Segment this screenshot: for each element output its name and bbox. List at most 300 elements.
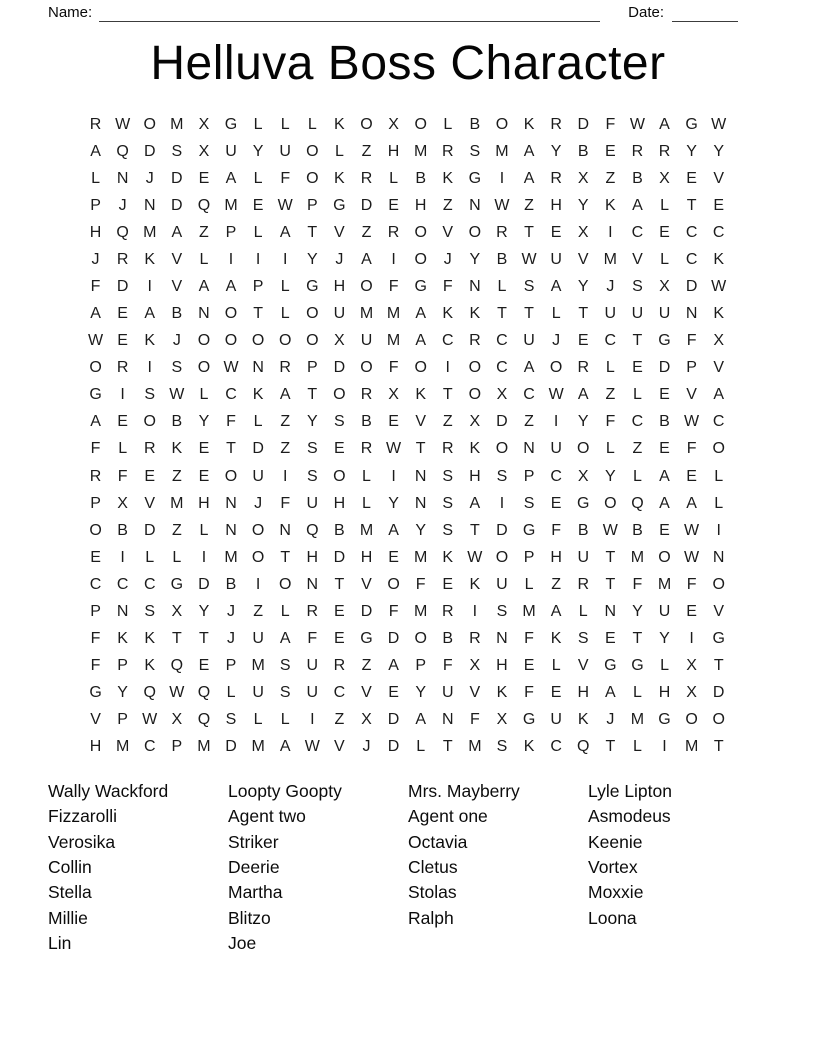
grid-letter: G (414, 278, 427, 295)
grid-letter: Q (170, 657, 184, 675)
grid-letter: A (279, 738, 291, 756)
grid-letter: H (360, 548, 373, 566)
grid-letter: W (142, 711, 158, 729)
grid-letter: Y (604, 467, 616, 485)
name-label: Name: (48, 4, 93, 21)
grid-letter: T (605, 738, 616, 756)
grid-letter: Z (442, 196, 453, 214)
grid-letter: O (306, 305, 319, 323)
grid-letter: T (253, 305, 263, 323)
grid-letter: O (414, 359, 427, 377)
grid-letter: I (255, 250, 261, 268)
grid-letter: L (551, 657, 561, 675)
grid-letter: Z (253, 602, 263, 620)
grid-letter: B (171, 305, 183, 323)
grid-letter: G (577, 494, 590, 512)
grid-letter: C (712, 413, 725, 431)
grid-letter: R (441, 142, 454, 160)
grid-letter: A (279, 223, 291, 241)
grid-letter: R (550, 169, 562, 187)
grid-letter: L (605, 359, 615, 377)
grid-letter: M (495, 142, 509, 160)
grid-letter: S (442, 467, 454, 485)
grid-letter: V (144, 494, 156, 512)
grid-letter: B (659, 413, 670, 431)
grid-letter: O (224, 332, 238, 350)
grid-letter: E (388, 684, 399, 702)
grid-letter: K (469, 575, 481, 593)
grid-letter: X (496, 711, 508, 729)
grid-letter: B (171, 413, 183, 431)
grid-letter: A (659, 467, 670, 485)
grid-letter: T (713, 738, 724, 756)
grid-letter: K (469, 440, 481, 458)
grid-letter: Q (116, 223, 129, 241)
grid-letter: V (361, 575, 372, 593)
grid-letter: U (252, 467, 264, 485)
grid-letter: E (442, 575, 454, 593)
grid-letter: W (169, 684, 185, 702)
grid-letter: I (662, 738, 667, 756)
grid-letter: L (416, 738, 426, 756)
grid-letter: W (711, 278, 727, 295)
grid-letter: Y (577, 278, 589, 295)
grid-letter: S (279, 657, 291, 675)
grid-letter: U (496, 575, 508, 593)
grid-letter: P (225, 223, 237, 241)
grid-letter: I (228, 250, 234, 268)
grid-letter: E (550, 494, 562, 512)
grid-letter: G (360, 630, 373, 648)
grid-letter: K (144, 250, 156, 268)
grid-letter: F (686, 332, 697, 350)
grid-letter: I (499, 494, 505, 512)
grid-letter: P (415, 657, 426, 675)
word-list-item: Martha (228, 882, 283, 903)
grid-letter: F (307, 630, 318, 648)
grid-letter: U (306, 657, 319, 675)
grid-letter: H (496, 657, 508, 675)
grid-letter: G (170, 575, 184, 593)
grid-letter: N (252, 359, 264, 377)
grid-letter: V (713, 602, 725, 620)
grid-letter: A (550, 602, 562, 620)
grid-letter: E (144, 467, 156, 485)
grid-letter: F (605, 115, 616, 133)
word-list-item: Agent one (408, 806, 488, 827)
grid-letter: S (334, 413, 345, 431)
grid-letter: M (224, 548, 238, 566)
grid-letter: H (658, 684, 671, 702)
grid-letter: L (714, 467, 724, 485)
grid-letter: Z (524, 413, 534, 431)
grid-letter: M (414, 142, 428, 160)
grid-letter: I (472, 602, 478, 620)
grid-letter: O (549, 359, 563, 377)
grid-letter: O (89, 521, 102, 539)
grid-letter: N (279, 521, 291, 539)
grid-letter: P (686, 359, 697, 377)
grid-letter: D (360, 196, 373, 214)
grid-letter: M (115, 738, 130, 756)
grid-letter: H (387, 142, 400, 160)
grid-letter: I (255, 575, 261, 593)
word-list-item: Loona (588, 907, 637, 928)
grid-letter: W (277, 196, 293, 214)
grid-letter: V (334, 738, 345, 756)
grid-letter: N (523, 440, 535, 458)
grid-letter: Z (361, 657, 372, 675)
grid-letter: B (442, 630, 454, 648)
grid-letter: V (361, 684, 372, 702)
grid-letter: L (362, 494, 371, 512)
grid-letter: C (225, 386, 237, 404)
grid-letter: X (577, 223, 589, 241)
grid-letter: S (577, 630, 589, 648)
grid-letter: N (469, 278, 481, 295)
grid-letter: F (280, 169, 291, 187)
grid-letter: A (279, 630, 291, 648)
grid-letter: G (89, 684, 102, 702)
grid-letter: K (577, 711, 589, 729)
grid-letter: T (605, 575, 616, 593)
grid-letter: N (712, 548, 725, 566)
word-list-item: Deerie (228, 857, 280, 878)
grid-letter: D (577, 115, 590, 133)
grid-letter: X (659, 169, 670, 187)
grid-letter: V (469, 684, 481, 702)
grid-letter: J (362, 738, 371, 756)
grid-letter: C (89, 575, 102, 593)
grid-letter: D (658, 359, 671, 377)
grid-letter: V (442, 223, 454, 241)
grid-letter: W (602, 521, 618, 539)
grid-letter: P (523, 467, 535, 485)
grid-letter: D (387, 738, 400, 756)
grid-letter: U (360, 332, 373, 350)
grid-letter: N (414, 467, 427, 485)
grid-letter: O (360, 278, 373, 295)
grid-letter: J (335, 250, 344, 268)
grid-letter: D (198, 575, 210, 593)
grid-letter: E (604, 142, 616, 160)
grid-letter: S (496, 467, 508, 485)
grid-letter: G (604, 657, 617, 675)
grid-letter: Y (659, 630, 670, 648)
grid-letter: E (117, 413, 128, 431)
grid-letter: K (550, 630, 562, 648)
grid-letter: R (469, 332, 481, 350)
grid-letter: N (604, 602, 617, 620)
grid-letter: M (684, 738, 699, 756)
grid-letter: F (524, 684, 534, 702)
grid-letter: W (684, 413, 700, 431)
grid-letter: H (550, 548, 562, 566)
grid-letter: U (441, 684, 454, 702)
grid-letter: F (686, 575, 697, 593)
grid-letter: X (659, 278, 670, 295)
grid-letter: R (89, 115, 102, 133)
grid-letter: V (632, 250, 643, 268)
grid-letter: U (225, 142, 237, 160)
grid-letter: E (632, 359, 643, 377)
grid-letter: A (279, 386, 291, 404)
grid-letter: R (116, 359, 129, 377)
grid-letter: S (306, 467, 318, 485)
word-list-item: Agent two (228, 806, 306, 827)
grid-letter: D (387, 630, 400, 648)
grid-letter: S (144, 386, 156, 404)
grid-letter: L (253, 223, 263, 241)
grid-letter: E (117, 305, 128, 323)
grid-letter: C (604, 332, 617, 350)
grid-letter: Q (143, 684, 156, 702)
worksheet-header (48, 2, 738, 22)
grid-letter: W (629, 115, 645, 133)
grid-letter: H (306, 548, 319, 566)
grid-letter: Y (198, 413, 210, 431)
grid-letter: O (251, 548, 265, 566)
grid-letter: L (145, 548, 155, 566)
grid-letter: F (524, 630, 534, 648)
grid-letter: Z (361, 223, 372, 241)
grid-letter: L (172, 548, 182, 566)
grid-letter: O (468, 386, 482, 404)
grid-letter: T (524, 223, 534, 241)
grid-letter: A (577, 386, 589, 404)
grid-letter: O (143, 413, 156, 431)
grid-letter: A (388, 521, 399, 539)
word-list-item: Lin (48, 933, 72, 954)
grid-letter: K (604, 196, 616, 214)
grid-letter: E (198, 440, 210, 458)
grid-letter: N (116, 602, 129, 620)
grid-letter: I (147, 278, 152, 295)
grid-letter: A (225, 278, 237, 295)
grid-letter: X (198, 142, 210, 160)
grid-letter: B (496, 250, 508, 268)
grid-letter: A (171, 223, 183, 241)
grid-letter: L (226, 684, 236, 702)
grid-letter: A (415, 305, 426, 323)
grid-letter: F (686, 440, 697, 458)
grid-letter: F (388, 278, 399, 295)
grid-letter: S (523, 278, 535, 295)
grid-letter: Y (388, 494, 399, 512)
grid-letter: W (684, 548, 700, 566)
grid-letter: S (171, 359, 183, 377)
grid-letter: S (632, 278, 643, 295)
grid-letter: L (91, 169, 100, 187)
grid-letter: W (684, 521, 700, 539)
grid-letter: P (90, 494, 101, 512)
grid-letter: K (442, 169, 454, 187)
grid-letter: O (414, 630, 427, 648)
grid-letter: Y (550, 142, 562, 160)
grid-letter: P (252, 278, 264, 295)
grid-letter: O (414, 250, 427, 268)
grid-letter: A (225, 169, 237, 187)
grid-letter: A (632, 196, 643, 214)
grid-letter: X (171, 602, 183, 620)
grid-letter: X (496, 386, 508, 404)
grid-letter: E (686, 169, 697, 187)
grid-letter: O (387, 575, 400, 593)
grid-letter: G (468, 169, 482, 187)
grid-letter: G (224, 115, 238, 133)
grid-letter: A (659, 115, 670, 133)
grid-letter: E (686, 467, 697, 485)
grid-letter: E (388, 548, 399, 566)
grid-letter: M (251, 738, 265, 756)
word-list-item: Stolas (408, 882, 457, 903)
grid-letter: E (659, 440, 670, 458)
grid-letter: Z (171, 521, 182, 539)
grid-letter: S (442, 521, 454, 539)
grid-letter: R (306, 602, 319, 620)
grid-letter: H (333, 278, 346, 295)
grid-letter: D (685, 278, 698, 295)
grid-letter: X (577, 169, 589, 187)
grid-letter: W (467, 548, 483, 566)
grid-letter: H (414, 196, 427, 214)
grid-letter: L (280, 602, 290, 620)
grid-letter: A (523, 142, 535, 160)
grid-letter: O (224, 467, 238, 485)
grid-letter: J (606, 278, 615, 295)
grid-letter: U (658, 602, 671, 620)
grid-letter: Q (577, 738, 590, 756)
grid-letter: Y (686, 142, 697, 160)
grid-letter: Q (116, 142, 129, 160)
grid-letter: K (117, 630, 128, 648)
grid-letter: R (441, 602, 454, 620)
grid-letter: Z (280, 440, 291, 458)
grid-letter: L (362, 467, 371, 485)
grid-letter: K (415, 386, 426, 404)
grid-letter: K (713, 305, 725, 323)
grid-letter: G (658, 711, 671, 729)
grid-letter: W (223, 359, 239, 377)
word-list-item: Verosika (48, 831, 116, 852)
grid-letter: F (605, 413, 616, 431)
grid-letter: O (712, 575, 725, 593)
grid-letter: H (577, 684, 590, 702)
grid-letter: T (334, 575, 345, 593)
grid-letter: V (713, 359, 725, 377)
grid-letter: X (388, 386, 399, 404)
word-list-item: Ralph (408, 907, 454, 928)
grid-letter: R (550, 115, 562, 133)
grid-letter: W (386, 440, 402, 458)
grid-letter: K (469, 305, 481, 323)
grid-letter: C (496, 359, 508, 377)
grid-letter: A (469, 494, 481, 512)
grid-letter: D (333, 548, 346, 566)
grid-letter: L (280, 305, 290, 323)
grid-letter: S (469, 142, 481, 160)
grid-letter: T (442, 738, 453, 756)
word-list-item: Joe (228, 933, 257, 954)
grid-letter: L (632, 386, 642, 404)
grid-letter: S (496, 602, 508, 620)
grid-letter: J (254, 494, 263, 512)
grid-letter: V (713, 169, 725, 187)
grid-letter: K (144, 657, 156, 675)
grid-letter: S (442, 494, 454, 512)
grid-letter: H (198, 494, 210, 512)
word-list-item: Octavia (408, 831, 468, 852)
grid-letter: L (199, 386, 209, 404)
grid-letter: J (443, 250, 452, 268)
grid-letter: K (442, 305, 454, 323)
grid-letter: Y (577, 413, 589, 431)
grid-letter: R (658, 142, 671, 160)
grid-letter: T (199, 630, 209, 648)
grid-letter: C (441, 332, 454, 350)
grid-letter: T (307, 223, 318, 241)
grid-letter: N (116, 169, 129, 187)
grid-letter: L (497, 278, 507, 295)
grid-letter: R (631, 142, 644, 160)
grid-letter: W (711, 115, 727, 133)
grid-letter: S (523, 494, 535, 512)
grid-letter: L (253, 169, 263, 187)
grid-letter: O (468, 223, 482, 241)
grid-letter: I (391, 467, 396, 485)
grid-letter: K (171, 440, 183, 458)
grid-letter: E (334, 602, 345, 620)
grid-letter: P (90, 602, 101, 620)
grid-letter: E (388, 413, 399, 431)
word-list-item: Millie (48, 907, 88, 928)
grid-letter: E (198, 657, 210, 675)
grid-letter: M (251, 657, 265, 675)
grid-letter: O (495, 115, 509, 133)
grid-letter: O (89, 359, 102, 377)
grid-letter: A (550, 278, 562, 295)
grid-letter: L (307, 115, 317, 133)
grid-letter: S (306, 440, 318, 458)
grid-letter: T (632, 332, 643, 350)
grid-letter: U (631, 305, 644, 323)
grid-letter: U (577, 548, 590, 566)
grid-letter: Y (632, 602, 643, 620)
grid-letter: N (225, 494, 237, 512)
grid-letter: F (90, 440, 101, 458)
grid-letter: A (523, 359, 535, 377)
grid-letter: R (333, 657, 346, 675)
grid-letter: N (469, 196, 481, 214)
grid-letter: I (310, 711, 315, 729)
grid-letter: K (523, 738, 535, 756)
grid-letter: O (712, 711, 725, 729)
grid-letter: M (414, 602, 428, 620)
grid-letter: Y (117, 684, 128, 702)
grid-letter: M (414, 548, 428, 566)
grid-letter: N (306, 575, 319, 593)
grid-letter: I (553, 413, 559, 431)
grid-letter: E (388, 196, 399, 214)
grid-letter: L (578, 602, 588, 620)
grid-letter: O (278, 575, 292, 593)
grid-letter: U (306, 494, 319, 512)
grid-letter: J (552, 332, 561, 350)
grid-letter: E (604, 630, 616, 648)
grid-letter: T (307, 386, 318, 404)
grid-letter: L (253, 115, 263, 133)
grid-letter: I (716, 521, 721, 539)
